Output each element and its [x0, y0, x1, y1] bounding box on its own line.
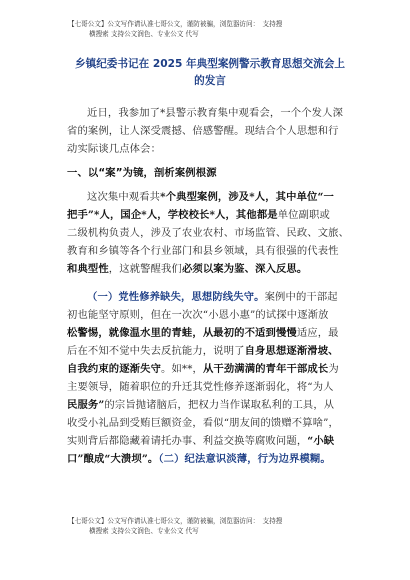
- paragraph-line: 收受小礼品到受贿巨额资金，看似“朋友间的馈赠不算啥”，: [67, 417, 339, 429]
- text-run: 这次集中观看共: [87, 191, 161, 203]
- intro-line: 近日，我参加了*县警示教育集中观看会，一个个发人深: [87, 107, 344, 119]
- header-note-line1: 【七哥公文】公文写作请认准七哥公文，谨防被骗，浏览器访问： 支持搜: [68, 20, 283, 28]
- paragraph-line: [67, 432, 353, 450]
- case-overview-paragraph: [67, 188, 353, 278]
- title-line2: 的发言: [194, 75, 226, 87]
- paragraph-line: [67, 288, 353, 306]
- party-spirit-paragraph: [67, 288, 353, 468]
- intro-paragraph: [67, 104, 353, 158]
- bold-run: 民服务”: [67, 399, 105, 411]
- bold-run: 自身思想逐渐滑坡、: [244, 345, 339, 357]
- footer-note-line2: 横搜索 支持公文润色、专业公文 代写: [89, 527, 199, 535]
- text-run: 。如**，: [161, 363, 203, 375]
- bold-run: 松警惕: [67, 327, 99, 339]
- bold-run: 自我约束的逐渐失守: [67, 363, 162, 375]
- bold-run: 把手”*人，国企*人，学校校长*人，其他都是: [67, 209, 278, 221]
- paragraph-line: 二级机构负责人，涉及了农业农村、市场监管、民政、文旅、: [67, 227, 350, 239]
- text-run: 实则背后都隐藏着请托办事、利益交换等腐败问题，: [67, 435, 308, 447]
- paragraph-line: 主要领导，随着职位的升迁其党性修养逐渐弱化，将“为人: [67, 381, 334, 393]
- intro-line: 动实际谈几点体会：: [67, 143, 162, 155]
- header-note-line2: 横搜索 支持公文润色、专业公文 代写: [89, 30, 199, 38]
- bold-run: 从干劲满满的青年干部成长: [202, 363, 329, 375]
- text-run: ，这就警醒我们: [108, 263, 182, 275]
- section1-heading: 一、以“案”为镜，剖析案例根源: [67, 167, 217, 179]
- paragraph-line: [67, 260, 353, 278]
- paragraph-line: [67, 188, 353, 206]
- text-run: 为: [328, 363, 339, 375]
- bold-run: “小缺: [307, 435, 335, 447]
- bold-run: 口”酿成“大溃坝”。: [67, 453, 159, 465]
- bold-run: ，就像温水里的青蛙: [98, 327, 193, 339]
- text-run: 适应，最: [296, 327, 339, 339]
- text-run: 后在不知不觉中失去反抗能力，说明了: [67, 345, 245, 357]
- header-watermark-note: [68, 19, 368, 39]
- footer-watermark-note: [68, 516, 368, 536]
- paragraph-line: [67, 360, 353, 378]
- paragraph-line: 教育和乡镇等各个行业部门和县乡领域，具有很强的代表性: [67, 245, 339, 257]
- paragraph-line: [67, 342, 353, 360]
- bold-run: ，从最初的不适到慢慢: [192, 327, 297, 339]
- footer-note-line1: 【七哥公文】公文写作请认准七哥公文，谨防被骗，浏览器访问： 支持搜: [68, 517, 283, 525]
- bold-run: 和典型性: [67, 263, 109, 275]
- document-title: [64, 56, 356, 90]
- title-line1: 乡镇纪委书记在 2025 年典型案例警示教育思想交流会上: [75, 58, 345, 70]
- intro-line: 省的案例，让人深受震撼、倍感警醒。现结合个人思想和行: [67, 125, 339, 137]
- text-run: 案例中的干部起: [264, 291, 338, 303]
- text-run: 的宗旨抛诸脑后，把权力当作谋取私利的工具，从: [104, 399, 335, 411]
- subheading-run: （二）纪法意识淡薄，行为边界模糊。: [158, 453, 331, 465]
- document-body: [67, 104, 353, 468]
- paragraph-line: [67, 450, 353, 468]
- paragraph-line: [67, 396, 353, 414]
- bold-run: 必须以案为鉴、深入反思。: [181, 263, 308, 275]
- text-run: 单位副职或: [277, 209, 330, 221]
- bold-run: *个典型案例，涉及*人，其中单位“一: [160, 191, 334, 203]
- paragraph-line: 初也能坚守原则，但在一次次“小恩小惠”的试探中逐渐放: [67, 309, 329, 321]
- subheading-run: （一）党性修养缺失，思想防线失守。: [87, 291, 265, 303]
- paragraph-line: [67, 206, 353, 224]
- paragraph-line: [67, 324, 353, 342]
- section-heading: [67, 164, 353, 182]
